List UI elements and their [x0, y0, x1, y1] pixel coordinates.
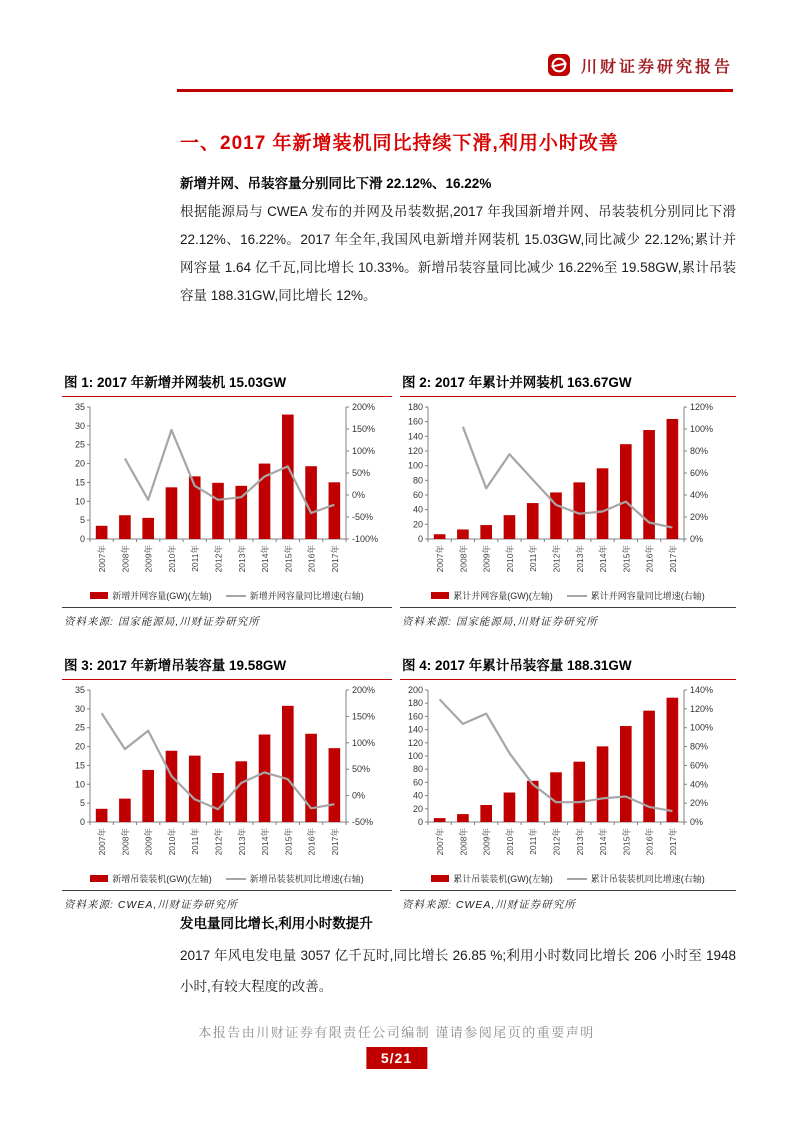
svg-text:50%: 50% [352, 764, 371, 775]
svg-text:15: 15 [74, 477, 85, 488]
svg-text:2009年: 2009年 [143, 545, 154, 573]
svg-text:160: 160 [407, 711, 423, 722]
legend-label: 新增吊装装机(GW)(左轴) [112, 874, 212, 884]
svg-text:160: 160 [407, 416, 423, 427]
svg-text:140: 140 [407, 724, 423, 735]
svg-text:40: 40 [412, 504, 423, 515]
legend-item-line [567, 589, 705, 602]
line-swatch-icon [226, 878, 246, 880]
svg-text:140%: 140% [690, 685, 714, 695]
footer-disclaimer: 本报告由川财证券有限责任公司编制 谨请参阅尾页的重要声明 [198, 1025, 595, 1040]
svg-text:20%: 20% [690, 512, 709, 522]
paragraph-1: 根据能源局与 CWEA 发布的并网及吊装数据,2017 年我国新增并网、吊装装机分别同比下滑 22.12%、16.22%。2017 年全年,我国风电新增并网装机 15.03GW,同比减少 22.12%;累计并网容量 1.64 亿千瓦,同比增长 10.33%。新增吊装容量同比减少 16.22%至 19.58GW,累计吊装容量 188.31GW,同比增长 12%。 [180, 204, 736, 303]
figure-2-plot [400, 397, 736, 588]
legend-label: 新增并网容量(GW)(左轴) [112, 591, 212, 601]
figure-2-legend [400, 588, 736, 608]
legend-item-bar [431, 589, 552, 602]
svg-text:2007年: 2007年 [97, 828, 108, 856]
legend-item-bar [90, 589, 211, 602]
svg-text:120%: 120% [690, 402, 714, 412]
svg-text:2008年: 2008年 [458, 545, 469, 573]
svg-text:2010年: 2010年 [166, 828, 177, 856]
svg-text:2015年: 2015年 [621, 828, 632, 856]
svg-text:-100%: -100% [352, 534, 379, 544]
svg-text:40: 40 [412, 790, 423, 801]
svg-text:60: 60 [412, 490, 423, 500]
legend-label: 新增吊装装机同比增速(右轴) [249, 874, 364, 884]
svg-text:0: 0 [417, 817, 423, 827]
svg-text:0%: 0% [690, 817, 704, 827]
svg-text:100%: 100% [352, 446, 376, 456]
svg-text:200%: 200% [352, 402, 376, 412]
svg-text:2014年: 2014年 [260, 545, 271, 573]
svg-text:120: 120 [407, 737, 423, 748]
legend-item-bar [90, 872, 211, 885]
svg-text:140: 140 [407, 431, 423, 442]
figure-4-source: 资料来源: CWEA,川财证券研究所 [402, 899, 576, 911]
svg-text:50%: 50% [352, 468, 371, 478]
svg-text:2013年: 2013年 [236, 828, 247, 856]
figure-3-plot [62, 680, 392, 871]
svg-text:2017年: 2017年 [667, 545, 678, 573]
svg-text:2010年: 2010年 [504, 828, 515, 856]
svg-text:2017年: 2017年 [667, 828, 678, 856]
svg-text:200%: 200% [352, 685, 376, 695]
figures-grid [62, 368, 736, 912]
svg-text:2009年: 2009年 [481, 828, 492, 856]
svg-text:2017年: 2017年 [329, 545, 340, 573]
subsection-2-title: 发电量同比增长,利用小时数提升 [180, 916, 373, 931]
svg-text:180: 180 [407, 402, 423, 412]
legend-item-line [226, 589, 364, 602]
svg-text:-50%: -50% [352, 817, 374, 827]
legend-label: 新增并网容量同比增速(右轴) [249, 591, 364, 601]
bar-swatch-icon [431, 592, 449, 599]
svg-text:30: 30 [74, 420, 85, 431]
svg-text:2016年: 2016年 [306, 828, 317, 856]
figure-3-card [62, 651, 392, 912]
svg-text:2015年: 2015年 [621, 545, 632, 573]
section-title: 一、2017 年新增装机同比持续下滑,利用小时改善 [180, 133, 619, 154]
svg-text:100%: 100% [352, 737, 376, 748]
svg-text:20%: 20% [690, 798, 709, 809]
figure-1-legend [62, 588, 392, 608]
figure-4-plot [400, 680, 736, 871]
svg-text:2015年: 2015年 [283, 545, 294, 573]
legend-item-bar [431, 872, 552, 885]
svg-text:35: 35 [74, 685, 85, 695]
svg-text:20: 20 [412, 803, 423, 814]
svg-text:0%: 0% [690, 534, 704, 544]
svg-text:10: 10 [74, 779, 85, 790]
svg-text:2010年: 2010年 [504, 545, 515, 573]
svg-text:2013年: 2013年 [236, 545, 247, 573]
svg-text:60%: 60% [690, 760, 709, 771]
figure-3-title: 图 3: 2017 年新增吊装容量 19.58GW [62, 651, 392, 680]
svg-text:2009年: 2009年 [143, 828, 154, 856]
svg-text:2008年: 2008年 [120, 545, 131, 573]
svg-text:2016年: 2016年 [306, 545, 317, 573]
brand-text: 川财证券研究报告 [580, 58, 733, 76]
svg-text:2017年: 2017年 [329, 828, 340, 856]
figure-2-source: 资料来源: 国家能源局,川财证券研究所 [402, 616, 598, 628]
paragraph-2: 2017 年风电发电量 3057 亿千瓦时,同比增长 26.85 %;利用小时数同比增长 206 小时至 1948 小时,有较大程度的改善。 [180, 948, 736, 994]
legend-label: 累计并网容量(GW)(左轴) [453, 591, 553, 601]
subsection-1-title: 新增并网、吊装容量分别同比下滑 22.12%、16.22% [180, 176, 492, 191]
bar-swatch-icon [90, 592, 108, 599]
svg-text:10: 10 [74, 496, 85, 507]
svg-text:-50%: -50% [352, 512, 374, 522]
figure-4-legend [400, 871, 736, 891]
svg-text:0: 0 [417, 534, 423, 544]
svg-text:20: 20 [74, 458, 85, 469]
page-number-badge: 5/21 [366, 1047, 427, 1069]
svg-text:2012年: 2012年 [551, 828, 562, 856]
legend-label: 累计吊装装机同比增速(右轴) [590, 874, 705, 884]
svg-text:2016年: 2016年 [644, 545, 655, 573]
figure-3-legend [62, 871, 392, 891]
figure-4-card [400, 651, 736, 912]
svg-text:2012年: 2012年 [213, 828, 224, 856]
bar-swatch-icon [431, 875, 449, 882]
svg-text:80: 80 [412, 475, 423, 486]
svg-text:200: 200 [407, 685, 423, 695]
bar-swatch-icon [90, 875, 108, 882]
header-rule [177, 89, 733, 92]
svg-text:2011年: 2011年 [190, 828, 201, 855]
svg-text:2014年: 2014年 [260, 828, 271, 856]
svg-text:5: 5 [79, 515, 85, 526]
figure-4-title: 图 4: 2017 年累计吊装容量 188.31GW [400, 651, 736, 680]
figure-3-source: 资料来源: CWEA,川财证券研究所 [64, 899, 238, 911]
svg-text:2009年: 2009年 [481, 545, 492, 573]
svg-text:2014年: 2014年 [598, 828, 609, 856]
chuancai-logo-icon [547, 53, 571, 77]
svg-text:25: 25 [74, 722, 85, 733]
legend-item-line [567, 872, 705, 885]
svg-text:2011年: 2011年 [528, 828, 539, 855]
svg-text:80%: 80% [690, 741, 709, 752]
svg-text:2016年: 2016年 [644, 828, 655, 856]
svg-text:120%: 120% [690, 703, 714, 714]
svg-text:80%: 80% [690, 446, 709, 456]
svg-text:2013年: 2013年 [574, 545, 585, 573]
svg-text:20: 20 [412, 519, 423, 530]
svg-text:2011年: 2011年 [190, 545, 201, 572]
svg-text:100: 100 [407, 751, 423, 761]
svg-text:180: 180 [407, 698, 423, 709]
figure-1-title: 图 1: 2017 年新增并网装机 15.03GW [62, 368, 392, 397]
svg-text:2013年: 2013年 [574, 828, 585, 856]
svg-text:2012年: 2012年 [551, 545, 562, 573]
line-swatch-icon [567, 595, 587, 597]
svg-text:15: 15 [74, 760, 85, 771]
svg-text:20: 20 [74, 741, 85, 752]
svg-text:5: 5 [79, 798, 85, 809]
svg-text:0%: 0% [352, 790, 366, 801]
svg-text:2014年: 2014年 [598, 545, 609, 573]
svg-text:2007年: 2007年 [435, 545, 446, 573]
svg-text:2007年: 2007年 [97, 545, 108, 573]
legend-item-line [226, 872, 364, 885]
report-header [547, 53, 733, 77]
svg-text:100%: 100% [690, 722, 714, 733]
svg-text:150%: 150% [352, 424, 376, 434]
legend-label: 累计并网容量同比增速(右轴) [590, 591, 705, 601]
svg-text:40%: 40% [690, 779, 709, 790]
svg-text:80: 80 [412, 764, 423, 775]
svg-text:60: 60 [412, 777, 423, 788]
svg-text:2015年: 2015年 [283, 828, 294, 856]
svg-text:120: 120 [407, 446, 423, 456]
svg-text:0: 0 [79, 534, 85, 544]
svg-text:60%: 60% [690, 468, 709, 478]
figure-2-title: 图 2: 2017 年累计并网装机 163.67GW [400, 368, 736, 397]
figure-1-source: 资料来源: 国家能源局,川财证券研究所 [64, 616, 260, 628]
svg-text:0: 0 [79, 817, 85, 827]
svg-text:100%: 100% [690, 424, 714, 434]
svg-text:40%: 40% [690, 490, 709, 500]
svg-text:2008年: 2008年 [458, 828, 469, 856]
legend-label: 累计吊装装机(GW)(左轴) [453, 874, 553, 884]
svg-text:35: 35 [74, 402, 85, 412]
figure-1-card [62, 368, 392, 629]
svg-text:0%: 0% [352, 490, 366, 500]
svg-text:25: 25 [74, 439, 85, 450]
svg-text:100: 100 [407, 460, 423, 471]
figure-1-plot [62, 397, 392, 588]
svg-text:2007年: 2007年 [435, 828, 446, 856]
svg-text:2011年: 2011年 [528, 545, 539, 572]
svg-text:2010年: 2010年 [166, 545, 177, 573]
svg-text:2012年: 2012年 [213, 545, 224, 573]
svg-text:2008年: 2008年 [120, 828, 131, 856]
figure-2-card [400, 368, 736, 629]
svg-text:30: 30 [74, 703, 85, 714]
line-swatch-icon [226, 595, 246, 597]
svg-text:150%: 150% [352, 711, 376, 722]
line-swatch-icon [567, 878, 587, 880]
